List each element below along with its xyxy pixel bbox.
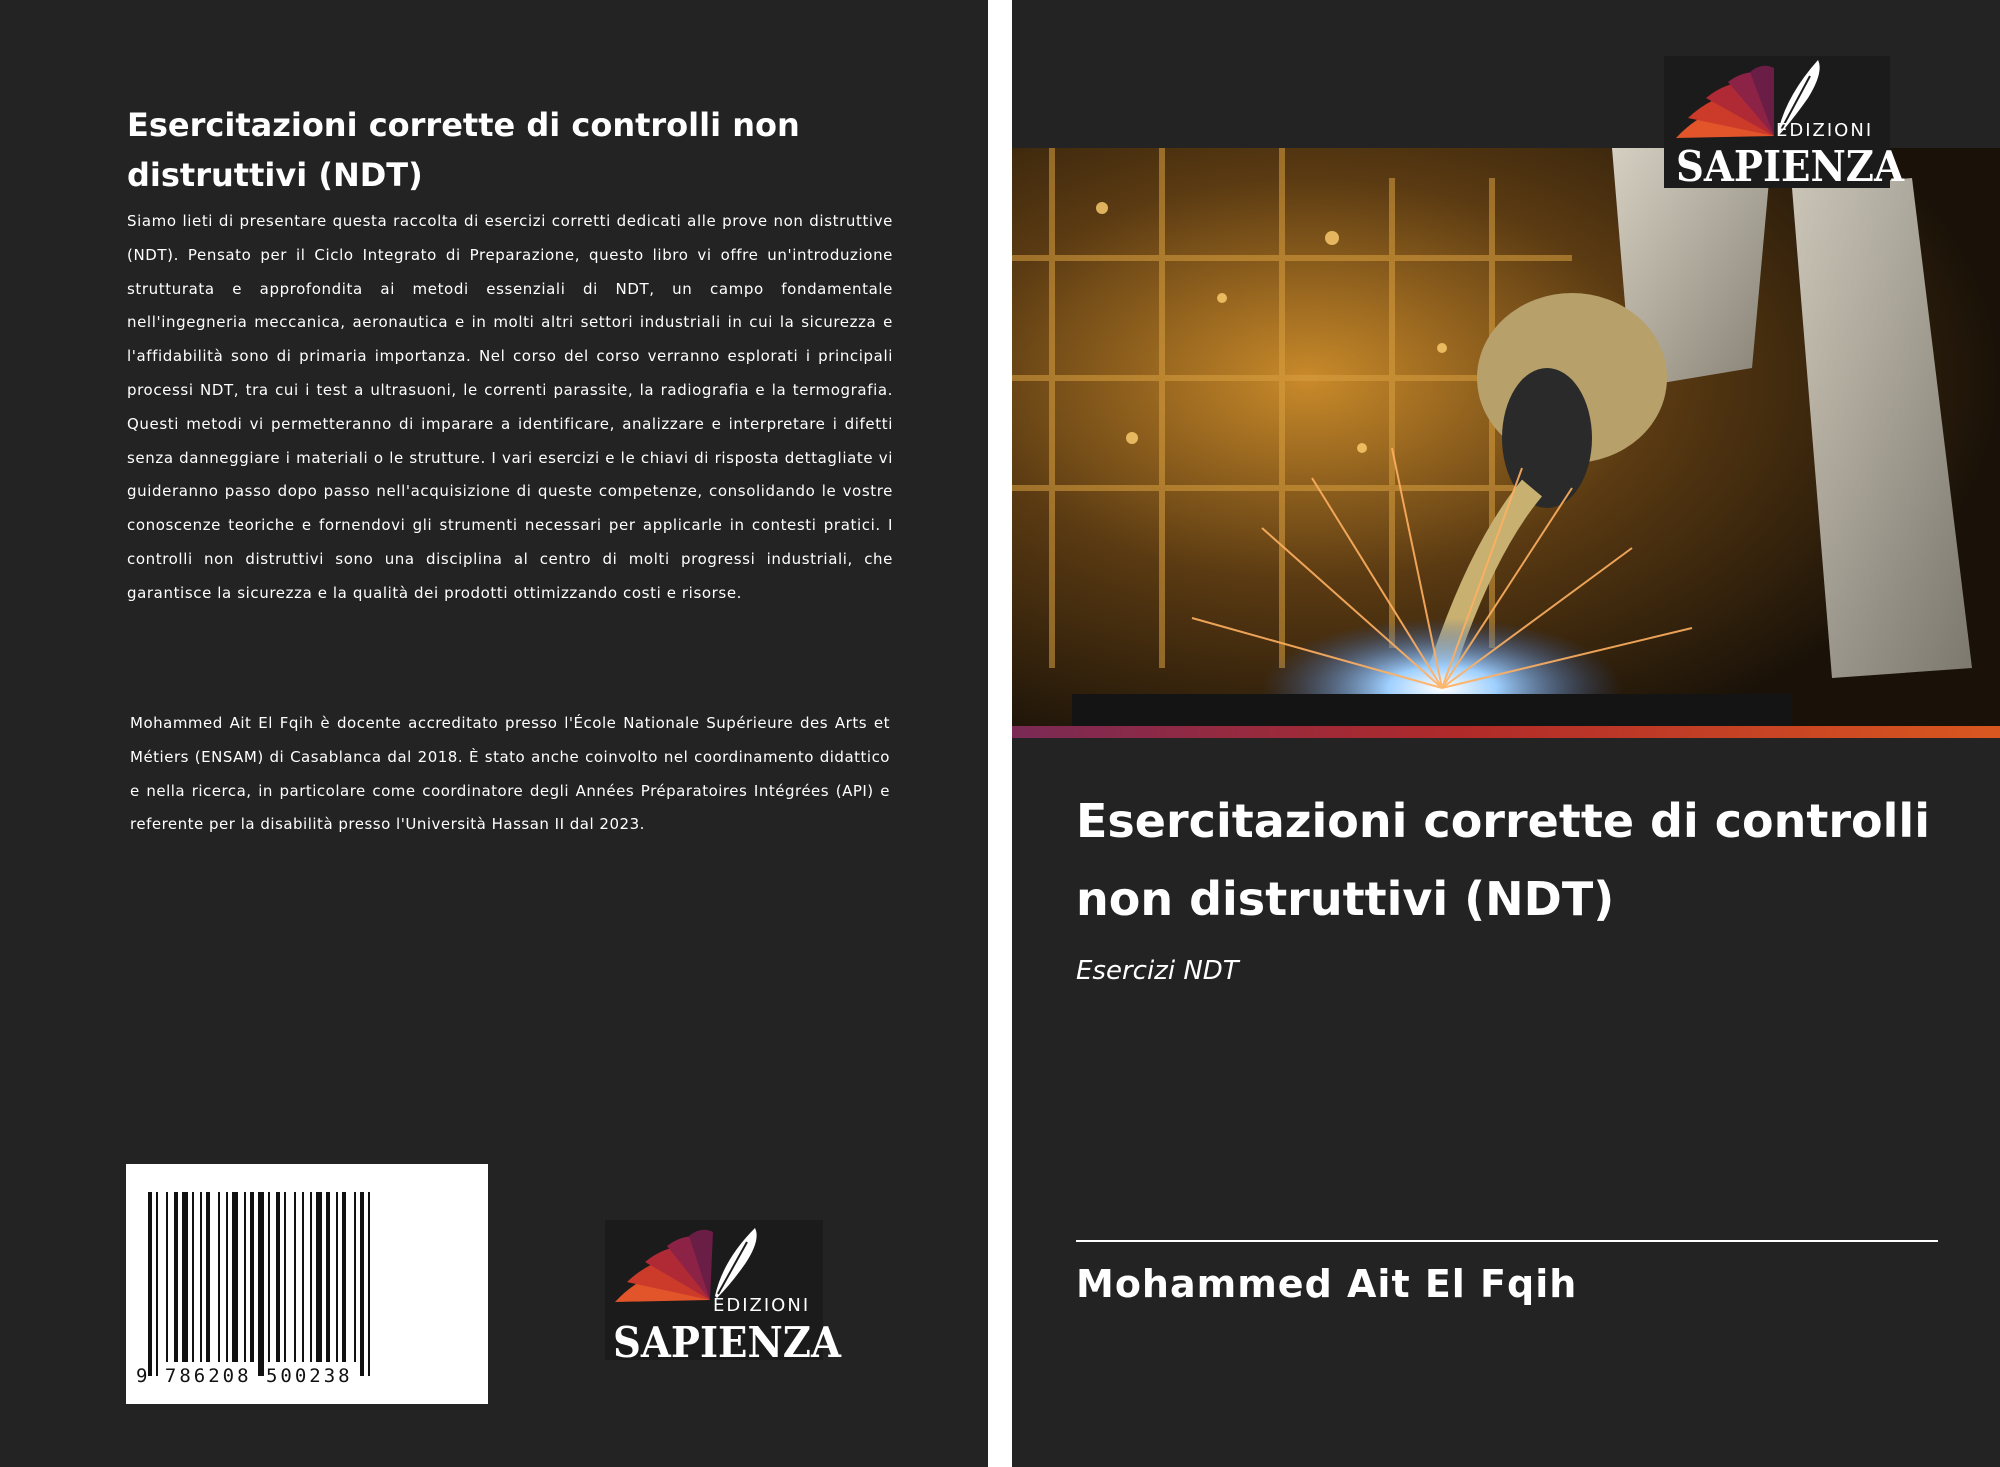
barcode-bar (284, 1192, 286, 1362)
isbn-barcode (126, 1164, 488, 1404)
front-cover-title: Esercitazioni corrette di controlli non distruttivi (NDT) (1076, 794, 1930, 926)
barcode-bar (174, 1192, 178, 1362)
barcode-bar (326, 1192, 330, 1362)
barcode-bar (268, 1192, 270, 1362)
publisher-name: SAPIENZA (613, 1318, 841, 1367)
barcode-bar (336, 1192, 338, 1362)
barcode-bar (206, 1192, 210, 1362)
barcode-bar (166, 1192, 168, 1362)
barcode-bar (310, 1192, 312, 1362)
barcode-bar (302, 1192, 304, 1362)
front-cover-subtitle: Esercizi NDT (1076, 956, 1239, 986)
barcode-bar (156, 1192, 158, 1376)
barcode-bar (294, 1192, 296, 1362)
barcode-bar (218, 1192, 220, 1362)
barcode-bar (226, 1192, 228, 1362)
robotic-welding-photo (1012, 148, 2000, 726)
barcode-bar (232, 1192, 238, 1362)
back-cover-title: Esercitazioni corrette di controlli non distruttivi (NDT) (127, 106, 800, 194)
barcode-bar (258, 1192, 264, 1376)
barcode-bar (244, 1192, 246, 1362)
publisher-logo-front (1664, 56, 1904, 191)
publisher-edizioni: EDIZIONI (713, 1295, 811, 1316)
barcode-bar (360, 1192, 364, 1376)
barcode-bar (354, 1192, 356, 1362)
barcode-bar (200, 1192, 202, 1362)
author-bio: Mohammed Ait El Fqih è docente accreditato presso l'École Nationale Supérieure des Arts et Métiers (ENSAM) di Casablanca dal 2018. È stato anche coinvolto nel coordinamento didattico e nella ricerca, in particolare come coordinatore degli Années Préparatoires Intégrées (API) e referente per la disabilità presso l'Università Hassan II dal 2023. (130, 714, 890, 834)
barcode-bar (182, 1192, 188, 1362)
accent-stripe (1012, 726, 2000, 738)
book-blurb: Siamo lieti di presentare questa raccolta di esercizi corretti dedicati alle prove non distruttive (NDT). Pensato per il Ciclo Integrato di Preparazione, questo libro vi offre un'introduzione strutturata e approfondita ai metodi essenziali di NDT, un campo fondamentale nell'ingegneria meccanica, aeronautica e in molti altri settori industriali in cui la sicurezza e l'affidabilità sono di primaria importanza. Nel corso del corso verranno esplorati i principali processi NDT, tra cui i test a ultrasuoni, le correnti parassite, la radiografia e la termografia. Questi metodi vi permetteranno di imparare a identificare, analizzare e interpretare i difetti senza danneggiare i materiali o le strutture. I vari esercizi e le chiavi di risposta dettagliate vi guideranno passo dopo passo nell'acquisizione di queste competenze, consolidando le vostre conoscenze teoriche e fornendovi gli strumenti necessari per applicarle in contesti pratici. I controlli non distruttivi sono una disciplina al centro di molti progressi industriali, che garantisce la sicurezza e la qualità dei prodotti ottimizzando costi e risorse. (127, 212, 893, 602)
publisher-logo-back (605, 1220, 841, 1367)
barcode-bar (192, 1192, 194, 1362)
isbn-number: 9 786208 500238 (136, 1365, 353, 1387)
publisher-edizioni: EDIZIONI (1776, 120, 1874, 141)
cover-photo (1012, 148, 2000, 726)
barcode-bar (368, 1192, 370, 1376)
barcode-bar (250, 1192, 254, 1362)
spine-gap (988, 0, 1012, 1467)
barcode-bar (342, 1192, 346, 1362)
front-cover-author: Mohammed Ait El Fqih (1076, 1262, 1578, 1306)
back-cover (0, 0, 988, 1467)
barcode-bar (148, 1192, 152, 1376)
barcode-bar (276, 1192, 280, 1362)
publisher-name: SAPIENZA (1676, 142, 1904, 191)
author-divider (1076, 1240, 1938, 1242)
barcode-bar (316, 1192, 322, 1362)
